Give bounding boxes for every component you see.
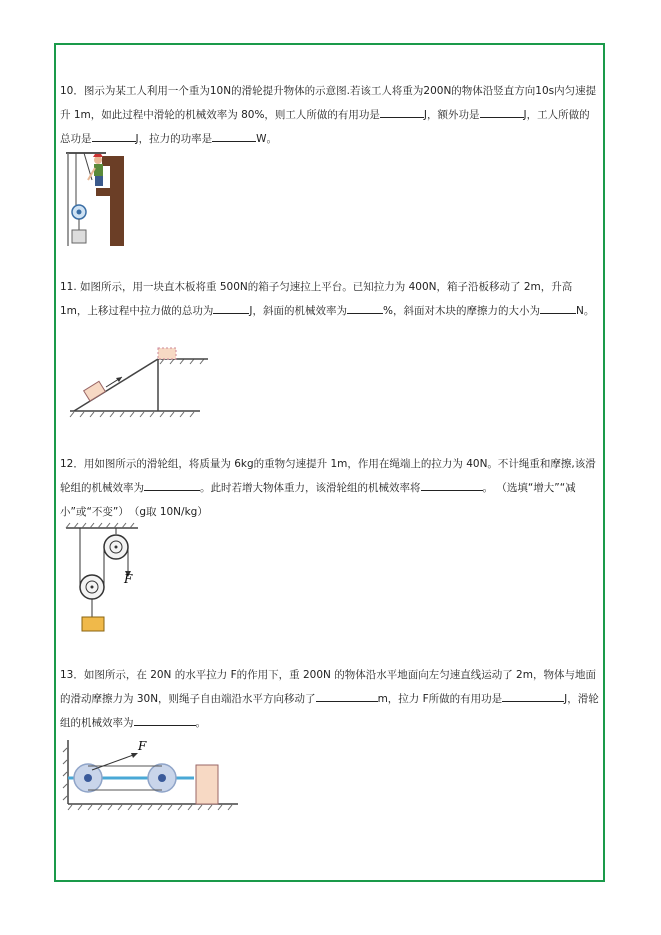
q13-text-2: m，拉力 F所做的有用功是 [377,693,503,705]
question-13 [60,663,600,735]
q12-text-3: 。 （选填“增大”“减小”或“不变”） （g取 10N/kg） [60,482,576,518]
q11-incline-figure [68,345,208,420]
question-10 [60,79,600,151]
question-11 [60,275,600,323]
q13-blank-efficiency[interactable] [134,713,196,726]
q10-blank-useful-work[interactable] [380,105,424,118]
q13-horizontal-pulley-figure [62,738,242,810]
q10-text-4: J，拉力的功率是 [135,133,213,145]
q13-force-label: F [138,739,147,753]
q13-blank-rope-distance[interactable] [316,689,378,702]
q12-text-1: 12．用如图所示的滑轮组，将质量为 6kg的重物匀速提升 1m，作用在绳端上的拉力为 40N。不计绳重和摩擦,该滑轮组的机械效率为 [60,458,596,494]
q11-blank-efficiency[interactable] [347,301,383,314]
q10-blank-extra-work[interactable] [480,105,524,118]
q11-text-3: %，斜面对木块的摩擦力的大小为 [383,305,541,317]
question-12 [60,452,600,524]
q11-text-2: J，斜面的机械效率为 [249,305,348,317]
q13-text-4: 。 [195,717,206,729]
q10-text-2: J，额外功是 [423,109,480,121]
q13-blank-useful-work[interactable] [502,689,564,702]
q13-text-1: 13．如图所示，在 20N 的水平拉力 F的作用下，重 200N 的物体沿水平地面向左匀速直线运动了 2m，物体与地面的滑动摩擦力为 30N，则绳子自由端沿水平方向移动了 [60,669,596,705]
q12-blank-change[interactable] [421,478,483,491]
q11-blank-friction[interactable] [540,301,576,314]
q11-blank-total-work[interactable] [213,301,249,314]
q10-text-3: J，工人所做的总功是 [60,109,590,145]
q10-blank-power[interactable] [212,129,256,142]
q11-text-1: 11. 如图所示，用一块直木板将重 500N的箱子匀速拉上平台。已知拉力为 400N，箱子沿板移动了 2m，升高 1m，上移过程中拉力做的总功为 [60,281,573,317]
q10-pulley-figure [62,150,132,250]
q13-text-3: J，滑轮组的机械效率为 [60,693,599,729]
q10-text-5: W。 [256,133,277,145]
q12-force-label: F [124,572,133,586]
q12-blank-efficiency[interactable] [144,478,200,491]
q11-text-4: N。 [576,305,595,317]
q10-text-1: 10．图示为某工人利用一个重为10N的滑轮提升物体的示意图.若该工人将重为200N的物体沿竖直方向10s内匀速提升 1m，如此过程中滑轮的机械效率为 80%，则工人所做的有用功是 [60,85,597,121]
q12-text-2: 。此时若增大物体重力，该滑轮组的机械效率将 [200,482,421,494]
q12-pulley-block-figure [62,522,152,637]
q10-blank-total-work[interactable] [92,129,136,142]
